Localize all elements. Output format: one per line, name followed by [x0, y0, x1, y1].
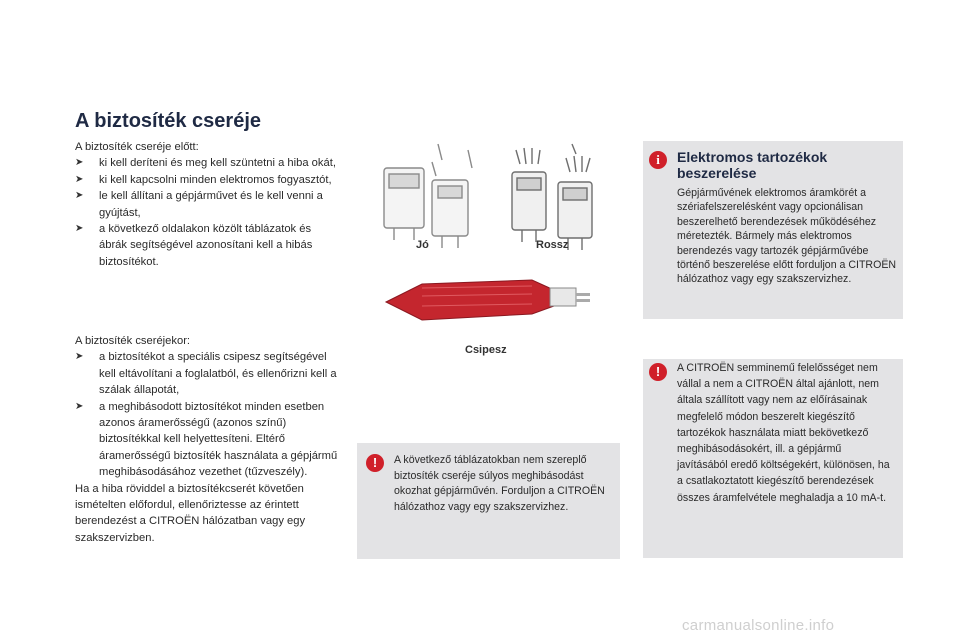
watermark: carmanualsonline.info — [682, 617, 835, 634]
before-list — [75, 155, 340, 270]
during-intro: A biztosíték cseréjekor: — [75, 335, 191, 347]
before-intro: A biztosíték cseréje előtt: — [75, 141, 199, 153]
warning-text: A következő táblázatokban nem szereplő biztosíték cseréje súlyos meghibásodást okozhat gépjárművén. Forduljon a CITROËN hálózathoz vagy egy szakszervizhez. — [394, 454, 605, 513]
info-heading: Elektromos tartozékok beszerelése — [677, 149, 828, 181]
during-replacement-section — [75, 333, 340, 546]
good-fuse-icon — [384, 144, 472, 248]
bullet-arrow-icon: ➤ — [75, 157, 84, 169]
list-item: ➤ ki kell deríteni és meg kell szüntetni a hiba okát, — [75, 155, 340, 171]
during-outro: Ha a hiba röviddel a biztosítékcserét követően ismételten előfordul, ellenőriztesse az érintett berendezést a CITROËN hálózatban vagy egy szakszervizben. — [75, 482, 306, 544]
list-item: ➤ a következő oldalakon közölt táblázatok és ábrák segítségével azonosítani kell a hibás biztosítékot. — [75, 223, 313, 268]
info-box-electrical-accessories — [643, 141, 903, 319]
pliers-label: Csipesz — [465, 344, 507, 356]
warning-box-liability — [643, 359, 903, 558]
during-list — [75, 349, 340, 480]
bullet-arrow-icon: ➤ — [75, 190, 84, 202]
warning-icon: ! — [366, 454, 384, 472]
warning-box-unlisted-fuse — [357, 443, 620, 559]
list-item: ➤ ki kell kapcsolni minden elektromos fogyasztót, — [75, 172, 340, 188]
warning-text: A CITROËN semminemű felelősséget nem vállal a nem a CITROËN által ajánlott, nem általa szállított vagy nem az előírásainak megfelelő módon beszerelt kiegészítő tartozékok használata miatt bekövetkező meghibásodásokért, ill. a gépjármű javításából eredő költségekért, különösen, ha a csatlakoztatott kiegészítő berendezések összes áramfelvétele meghaladja a 10 mA-t. — [677, 362, 890, 504]
pliers-icon — [382, 266, 597, 336]
list-item: ➤ a meghibásodott biztosítékot minden esetben azonos áramerősségű (azonos színű) biztosítékkal kell helyettesíteni. Eltérő áramerősségű biztosíték használata a gépjármű meghibásodásához vezethet (tűzveszély). — [75, 400, 338, 479]
bad-fuse-icon — [512, 144, 592, 250]
bullet-arrow-icon: ➤ — [75, 351, 84, 363]
warning-icon: ! — [649, 363, 667, 381]
bullet-arrow-icon: ➤ — [75, 173, 84, 185]
good-fuse-label: Jó — [416, 239, 429, 251]
page-title: A biztosíték cseréje — [75, 110, 262, 132]
list-item: ➤ le kell állítani a gépjárművet és le kell venni a gyújtást, — [75, 190, 323, 219]
bad-fuse-label: Rossz — [536, 239, 569, 251]
list-item: ➤ a biztosítékot a speciális csipesz segítségével kell eltávolítani a foglalatból, és ellenőrizni kell a szálak állapotát, — [75, 351, 337, 397]
bullet-arrow-icon: ➤ — [75, 223, 84, 235]
info-icon: i — [649, 151, 667, 169]
before-replacement-section — [75, 139, 340, 270]
bullet-arrow-icon: ➤ — [75, 400, 84, 412]
info-text: Gépjárművének elektromos áramkörét a szériafelszerelésként vagy opcionálisan beszerelhető berendezések működéséhez méretezték. Bármely más elektromos berendezés vagy tartozék gépjárművébe történő beszerelése előtt forduljon a CITROËN hálózathoz vagy egy szakszervizhez. — [677, 187, 897, 286]
